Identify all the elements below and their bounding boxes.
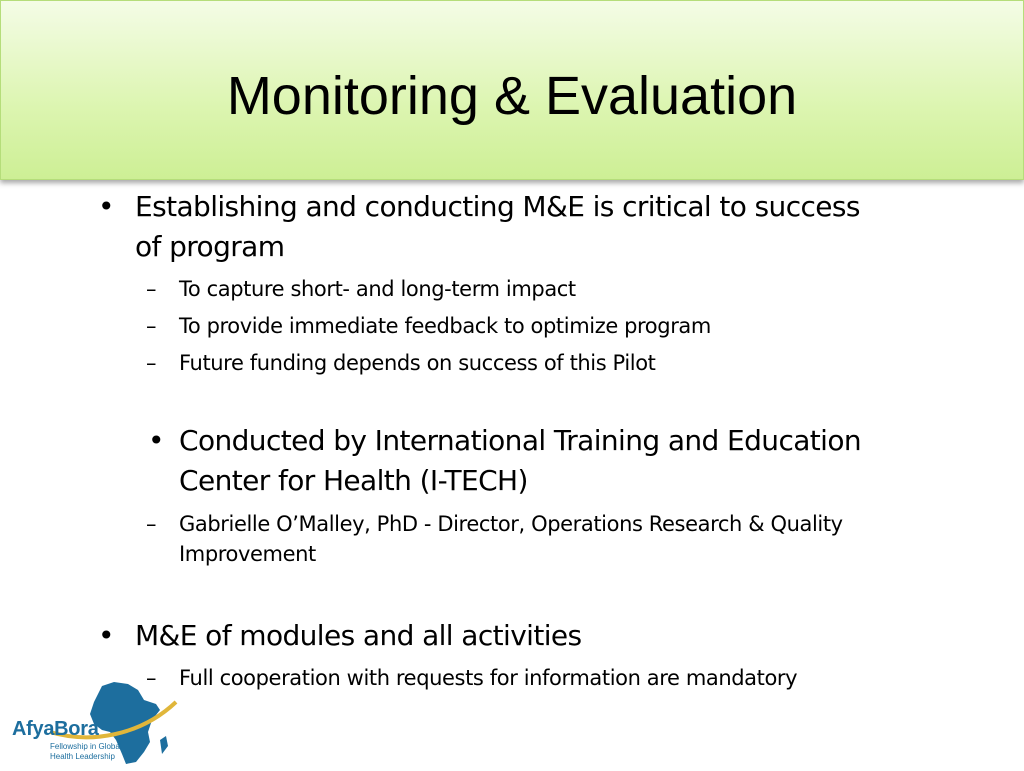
logo-tagline-line-1: Fellowship in Global — [50, 742, 122, 751]
bullet-1-line-2: of program — [135, 230, 285, 263]
bullet-2-line-2: Center for Health (I-TECH) — [179, 464, 528, 497]
sub-item-2-1-line-1: Gabrielle O’Malley, PhD - Director, Operations Research & Quality — [179, 512, 843, 536]
dash-marker: – — [146, 666, 157, 690]
bullet-marker: • — [98, 190, 114, 223]
logo-tagline-line-2: Health Leadership — [50, 752, 115, 761]
dash-marker: – — [146, 314, 157, 338]
sub-item-2-1-line-2: Improvement — [179, 542, 316, 566]
dash-marker: – — [146, 512, 157, 536]
logo-name: AfyaBora — [12, 718, 99, 740]
sub-item-3-1: Full cooperation with requests for information are mandatory — [179, 666, 798, 690]
sub-item-1-1: To capture short- and long-term impact — [179, 277, 576, 301]
bullet-marker: • — [148, 424, 164, 457]
afyabora-logo — [10, 680, 180, 766]
dash-marker: – — [146, 277, 157, 301]
sub-item-1-3: Future funding depends on success of this Pilot — [179, 351, 656, 375]
bullet-marker: • — [98, 619, 114, 652]
bullet-1-line-1: Establishing and conducting M&E is critical to success — [135, 190, 860, 223]
bullet-3-line-1: M&E of modules and all activities — [135, 619, 582, 652]
slide-title: Monitoring & Evaluation — [226, 66, 798, 126]
dash-marker: – — [146, 351, 157, 375]
sub-item-1-2: To provide immediate feedback to optimize program — [179, 314, 711, 338]
bullet-2-line-1: Conducted by International Training and Education — [179, 424, 862, 457]
